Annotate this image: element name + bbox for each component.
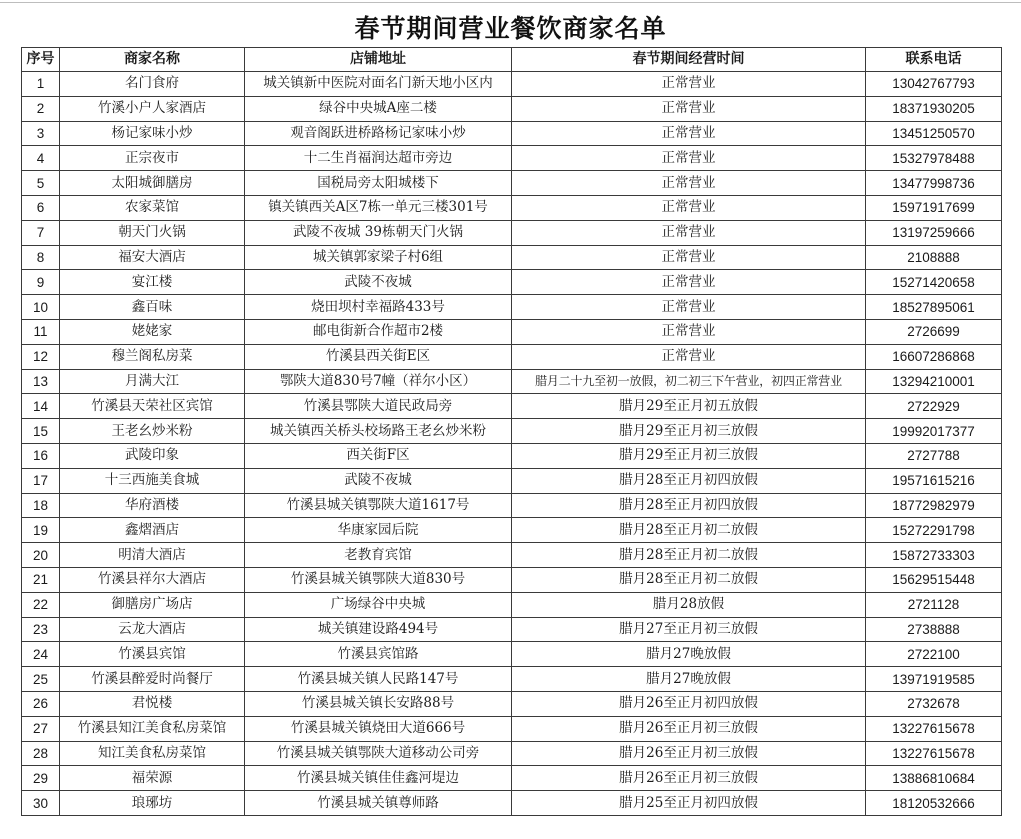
table-row [22,220,1002,245]
cell-phone: 15327978488 [866,146,1002,171]
cell-merchant-name: 竹溪县知江美食私房菜馆 [60,716,245,741]
cell-hours: 腊月27晚放假 [512,642,866,667]
cell-index: 15 [22,419,60,444]
table-row [22,319,1002,344]
cell-phone: 13227615678 [866,741,1002,766]
cell-index: 18 [22,493,60,518]
cell-merchant-name: 竹溪县祥尔大酒店 [60,567,245,592]
table-row [22,344,1002,369]
table-row [22,245,1002,270]
table-row [22,419,1002,444]
cell-phone: 19992017377 [866,419,1002,444]
cell-hours: 腊月28放假 [512,592,866,617]
cell-address: 老教育宾馆 [245,543,512,568]
cell-phone: 15272291798 [866,518,1002,543]
cell-phone: 13197259666 [866,220,1002,245]
cell-address: 竹溪县城关镇鄂陕大道1617号 [245,493,512,518]
cell-hours: 腊月29至正月初五放假 [512,394,866,419]
cell-merchant-name: 君悦楼 [60,691,245,716]
cell-merchant-name: 竹溪县宾馆 [60,642,245,667]
cell-phone: 15629515448 [866,567,1002,592]
cell-index: 29 [22,766,60,791]
cell-index: 3 [22,121,60,146]
cell-merchant-name: 竹溪小户人家酒店 [60,96,245,121]
cell-hours: 正常营业 [512,121,866,146]
cell-index: 1 [22,72,60,97]
cell-phone: 18120532666 [866,791,1002,816]
table-row [22,766,1002,791]
cell-address: 烧田坝村幸福路433号 [245,295,512,320]
table-row [22,171,1002,196]
cell-address: 十二生肖福润达超市旁边 [245,146,512,171]
cell-merchant-name: 杨记家味小炒 [60,121,245,146]
cell-hours: 正常营业 [512,220,866,245]
cell-hours: 正常营业 [512,344,866,369]
cell-index: 7 [22,220,60,245]
merchant-table [21,47,1002,816]
table-row [22,468,1002,493]
cell-phone: 13227615678 [866,716,1002,741]
cell-index: 5 [22,171,60,196]
cell-phone: 2722100 [866,642,1002,667]
cell-address: 竹溪县城关镇鄂陕大道830号 [245,567,512,592]
cell-index: 12 [22,344,60,369]
cell-merchant-name: 竹溪县醉爱时尚餐厅 [60,667,245,692]
cell-hours: 腊月25至正月初四放假 [512,791,866,816]
cell-merchant-name: 月满大江 [60,369,245,394]
table-row [22,667,1002,692]
cell-address: 武陵不夜城 39栋朝天门火锅 [245,220,512,245]
cell-merchant-name: 御膳房广场店 [60,592,245,617]
table-row [22,369,1002,394]
cell-hours: 腊月29至正月初三放假 [512,419,866,444]
cell-index: 11 [22,319,60,344]
table-row [22,443,1002,468]
cell-merchant-name: 太阳城御膳房 [60,171,245,196]
cell-merchant-name: 正宗夜市 [60,146,245,171]
table-row [22,741,1002,766]
cell-address: 镇关镇西关A区7栋一单元三楼301号 [245,195,512,220]
cell-merchant-name: 宴江楼 [60,270,245,295]
cell-index: 24 [22,642,60,667]
cell-address: 鄂陕大道830号7幢（祥尔小区） [245,369,512,394]
table-row [22,270,1002,295]
cell-hours: 腊月26至正月初三放假 [512,766,866,791]
cell-merchant-name: 福安大酒店 [60,245,245,270]
cell-index: 14 [22,394,60,419]
cell-index: 6 [22,195,60,220]
table-row [22,146,1002,171]
cell-phone: 13971919585 [866,667,1002,692]
cell-phone: 2726699 [866,319,1002,344]
cell-merchant-name: 鑫熠酒店 [60,518,245,543]
cell-merchant-name: 福荣源 [60,766,245,791]
cell-phone: 2738888 [866,617,1002,642]
header-hours: 春节期间经营时间 [512,48,866,72]
table-row [22,195,1002,220]
cell-index: 9 [22,270,60,295]
table-body [22,72,1002,816]
cell-address: 竹溪县城关镇佳佳鑫河堤边 [245,766,512,791]
cell-index: 27 [22,716,60,741]
cell-phone: 2727788 [866,443,1002,468]
cell-index: 22 [22,592,60,617]
cell-address: 广场绿谷中央城 [245,592,512,617]
cell-phone: 16607286868 [866,344,1002,369]
header-address: 店铺地址 [245,48,512,72]
cell-hours: 腊月28至正月初四放假 [512,493,866,518]
cell-address: 竹溪县城关镇烧田大道666号 [245,716,512,741]
cell-phone: 15971917699 [866,195,1002,220]
page-title: 春节期间营业餐饮商家名单 [354,14,667,43]
cell-hours: 腊月26至正月初三放假 [512,716,866,741]
top-divider [0,2,1021,3]
cell-phone: 13294210001 [866,369,1002,394]
cell-address: 西关街F区 [245,443,512,468]
cell-hours: 正常营业 [512,146,866,171]
cell-phone: 15271420658 [866,270,1002,295]
cell-hours: 腊月26至正月初四放假 [512,691,866,716]
cell-hours: 正常营业 [512,270,866,295]
cell-phone: 2721128 [866,592,1002,617]
cell-address: 竹溪县城关镇鄂陕大道移动公司旁 [245,741,512,766]
cell-phone: 15872733303 [866,543,1002,568]
cell-address: 竹溪县西关街E区 [245,344,512,369]
cell-index: 23 [22,617,60,642]
cell-address: 华康家园后院 [245,518,512,543]
cell-hours: 正常营业 [512,245,866,270]
cell-merchant-name: 华府酒楼 [60,493,245,518]
cell-hours: 腊月28至正月初四放假 [512,468,866,493]
cell-index: 28 [22,741,60,766]
cell-address: 绿谷中央城A座二楼 [245,96,512,121]
cell-phone: 19571615216 [866,468,1002,493]
cell-hours: 腊月29至正月初三放假 [512,443,866,468]
cell-hours: 腊月27晚放假 [512,667,866,692]
cell-address: 武陵不夜城 [245,468,512,493]
table-row [22,295,1002,320]
cell-index: 17 [22,468,60,493]
cell-address: 竹溪县城关镇长安路88号 [245,691,512,716]
cell-phone: 18371930205 [866,96,1002,121]
table-row [22,493,1002,518]
cell-hours: 正常营业 [512,319,866,344]
cell-hours: 腊月26至正月初三放假 [512,741,866,766]
table-row [22,617,1002,642]
cell-hours: 正常营业 [512,195,866,220]
cell-index: 21 [22,567,60,592]
cell-index: 4 [22,146,60,171]
cell-hours: 腊月28至正月初二放假 [512,543,866,568]
cell-merchant-name: 武陵印象 [60,443,245,468]
cell-hours: 腊月28至正月初二放假 [512,518,866,543]
cell-merchant-name: 姥姥家 [60,319,245,344]
cell-phone: 13042767793 [866,72,1002,97]
table-row [22,592,1002,617]
table-row [22,716,1002,741]
cell-merchant-name: 鑫百味 [60,295,245,320]
cell-merchant-name: 农家菜馆 [60,195,245,220]
cell-index: 25 [22,667,60,692]
cell-phone: 18527895061 [866,295,1002,320]
cell-hours: 腊月28至正月初二放假 [512,567,866,592]
cell-index: 13 [22,369,60,394]
cell-hours: 正常营业 [512,171,866,196]
cell-address: 城关镇建设路494号 [245,617,512,642]
cell-hours: 腊月二十九至初一放假，初二初三下午营业，初四正常营业 [512,369,866,394]
cell-index: 26 [22,691,60,716]
cell-address: 城关镇郭家梁子村6组 [245,245,512,270]
table-row [22,691,1002,716]
table-row [22,96,1002,121]
cell-phone: 13886810684 [866,766,1002,791]
table-row [22,642,1002,667]
cell-address: 城关镇西关桥头校场路王老幺炒米粉 [245,419,512,444]
cell-merchant-name: 穆兰阁私房菜 [60,344,245,369]
cell-merchant-name: 名门食府 [60,72,245,97]
cell-phone: 13451250570 [866,121,1002,146]
table-row [22,518,1002,543]
cell-merchant-name: 竹溪县天荣社区宾馆 [60,394,245,419]
cell-merchant-name: 王老幺炒米粉 [60,419,245,444]
cell-phone: 18772982979 [866,493,1002,518]
cell-phone: 2732678 [866,691,1002,716]
cell-phone: 13477998736 [866,171,1002,196]
cell-index: 8 [22,245,60,270]
header-index: 序号 [22,48,60,72]
cell-phone: 2722929 [866,394,1002,419]
cell-address: 武陵不夜城 [245,270,512,295]
table-row [22,121,1002,146]
cell-index: 30 [22,791,60,816]
header-merchant-name: 商家名称 [60,48,245,72]
cell-address: 竹溪县宾馆路 [245,642,512,667]
cell-hours: 正常营业 [512,96,866,121]
cell-address: 竹溪县城关镇尊师路 [245,791,512,816]
cell-merchant-name: 十三西施美食城 [60,468,245,493]
header-phone: 联系电话 [866,48,1002,72]
cell-index: 2 [22,96,60,121]
table-header-row [22,48,1002,72]
cell-phone: 2108888 [866,245,1002,270]
cell-hours: 腊月27至正月初三放假 [512,617,866,642]
cell-index: 10 [22,295,60,320]
cell-index: 19 [22,518,60,543]
table-row [22,567,1002,592]
table-row [22,72,1002,97]
cell-hours: 正常营业 [512,295,866,320]
table-row [22,543,1002,568]
cell-address: 竹溪县鄂陕大道民政局旁 [245,394,512,419]
table-row [22,394,1002,419]
cell-address: 城关镇新中医院对面名门新天地小区内 [245,72,512,97]
table-row [22,791,1002,816]
cell-merchant-name: 云龙大酒店 [60,617,245,642]
cell-address: 邮电街新合作超市2楼 [245,319,512,344]
cell-merchant-name: 朝天门火锅 [60,220,245,245]
cell-address: 国税局旁太阳城楼下 [245,171,512,196]
cell-address: 观音阁跃进桥路杨记家味小炒 [245,121,512,146]
cell-merchant-name: 明清大酒店 [60,543,245,568]
cell-index: 16 [22,443,60,468]
cell-index: 20 [22,543,60,568]
cell-address: 竹溪县城关镇人民路147号 [245,667,512,692]
cell-merchant-name: 知江美食私房菜馆 [60,741,245,766]
cell-merchant-name: 琅琊坊 [60,791,245,816]
cell-hours: 正常营业 [512,72,866,97]
